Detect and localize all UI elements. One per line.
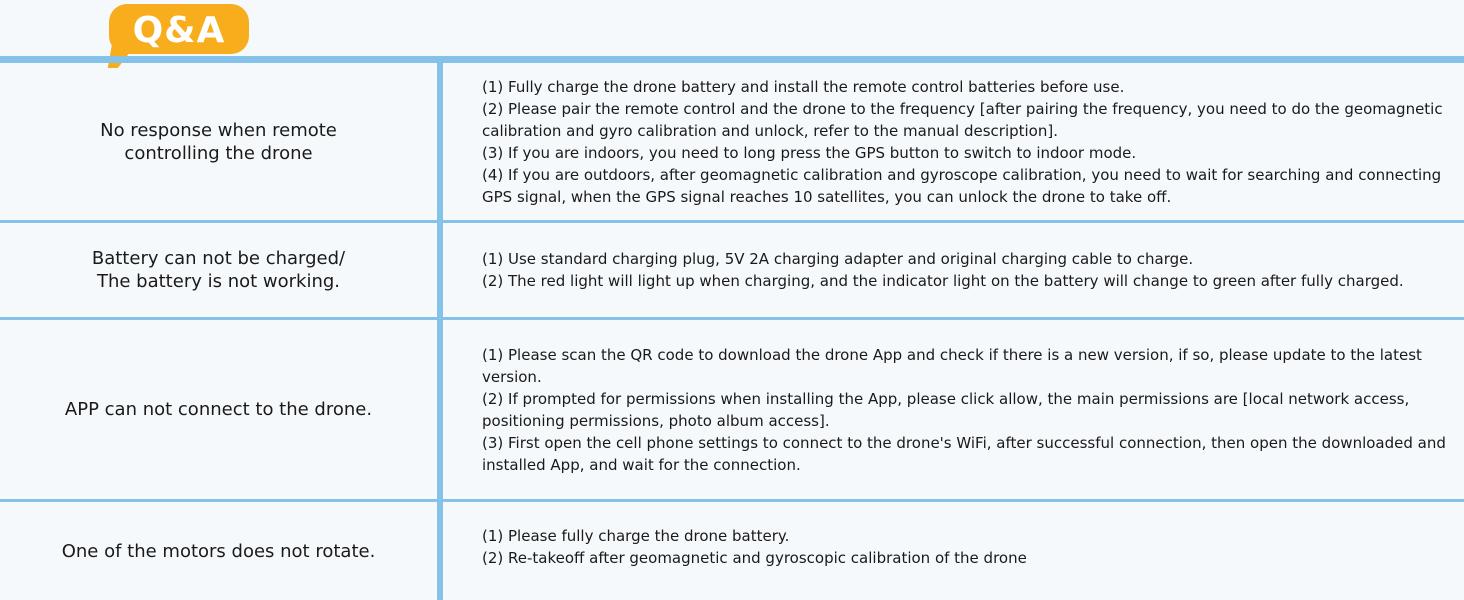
answer-item: (2) The red light will light up when charging, and the indicator light on the battery will change to green after fully charged. — [482, 272, 1404, 290]
top-divider — [0, 56, 1464, 63]
answer-item: (1) Fully charge the drone battery and install the remote control batteries before use. — [482, 77, 1125, 96]
faq-answer-1 — [482, 63, 1450, 220]
qa-badge — [109, 4, 249, 54]
faq-question-3 — [0, 320, 437, 499]
question-line: No response when remote — [100, 119, 337, 141]
header — [0, 0, 1464, 56]
faq-answer-4 — [482, 502, 1450, 592]
faq-question-4 — [0, 502, 437, 600]
question-line: APP can not connect to the drone. — [64, 399, 373, 420]
faq-question-2 — [0, 223, 437, 317]
question-line: controlling the drone — [124, 142, 313, 164]
faq-answer-2 — [482, 223, 1450, 317]
qa-badge-text: Q&A — [132, 9, 226, 51]
faq-answer-3 — [482, 320, 1450, 499]
question-line: The battery is not working. — [96, 271, 341, 292]
question-line: One of the motors does not rotate. — [61, 540, 376, 562]
answer-item: (1) Please scan the QR code to download the drone App and check if there is a new version, if so, please update to the latest version. — [482, 345, 1422, 386]
answer-item: (2) If prompted for permissions when installing the App, please click allow, the main permissions are [local network access, positioning permissions, photo album access]. — [482, 389, 1410, 430]
answer-item: (2) Re-takeoff after geomagnetic and gyroscopic calibration of the drone — [482, 549, 1027, 567]
answer-item: (3) If you are indoors, you need to long press the GPS button to switch to indoor mode. — [482, 143, 1137, 162]
answer-item: (1) Use standard charging plug, 5V 2A charging adapter and original charging cable to charge. — [482, 250, 1194, 268]
column-divider — [437, 63, 443, 600]
answer-item: (2) Please pair the remote control and the drone to the frequency [after pairing the frequency, you need to do the geomagnetic calibration and gyro calibration and unlock, refer to the manual description]. — [482, 99, 1443, 140]
answer-item: (3) First open the cell phone settings to connect to the drone's WiFi, after successful connection, then open the downloaded and installed App, and wait for the connection. — [482, 433, 1446, 474]
answer-item: (4) If you are outdoors, after geomagnetic calibration and gyroscope calibration, you need to wait for searching and connecting GPS signal, when the GPS signal reaches 10 satellites, you can unlock the drone to take off. — [482, 165, 1442, 206]
faq-question-1 — [0, 63, 437, 220]
answer-item: (1) Please fully charge the drone battery. — [482, 527, 790, 545]
faq-table — [0, 63, 1464, 600]
question-line: Battery can not be charged/ — [91, 248, 346, 269]
